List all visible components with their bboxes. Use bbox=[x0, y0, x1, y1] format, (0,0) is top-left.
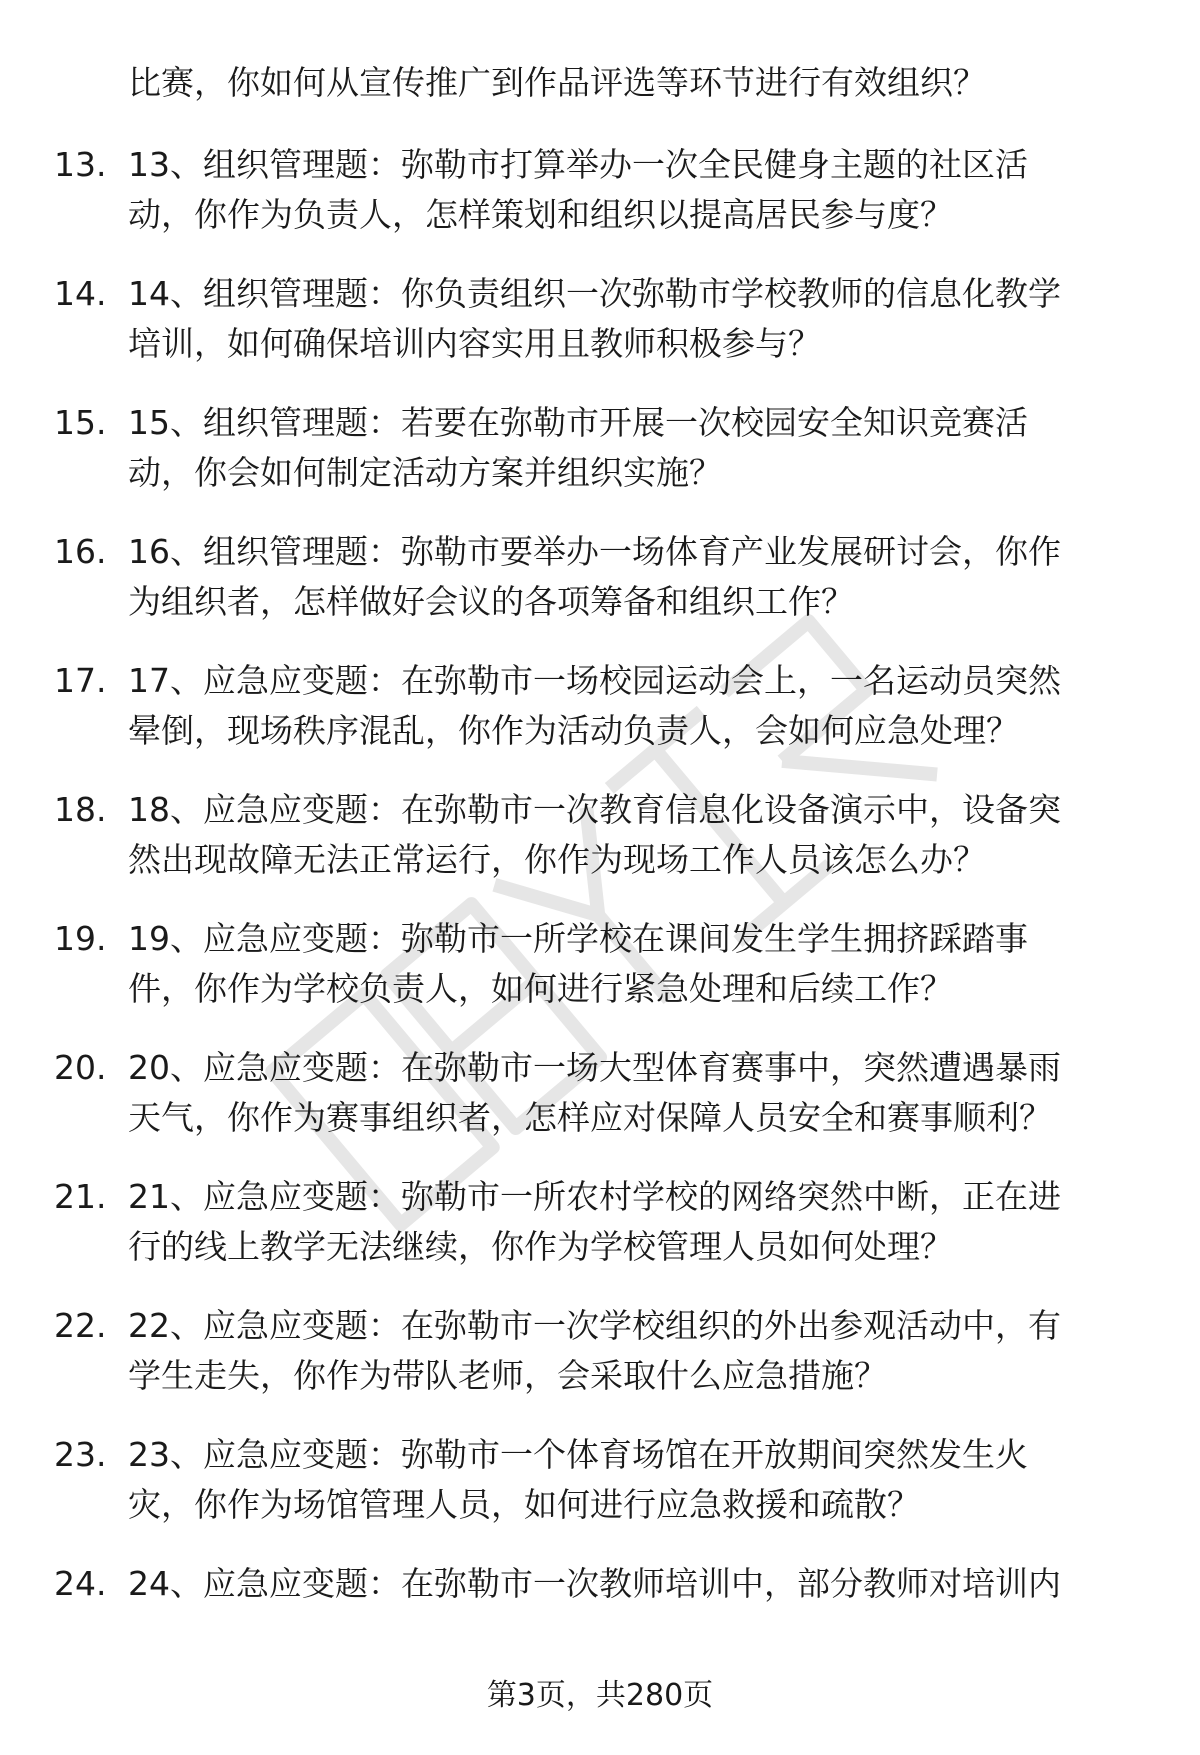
question-text bbox=[128, 1301, 1148, 1401]
question-number: 22. bbox=[54, 1306, 107, 1345]
question-item bbox=[0, 398, 1200, 527]
question-text bbox=[128, 914, 1148, 1014]
question-number: 18. bbox=[54, 790, 107, 829]
question-item bbox=[0, 1430, 1200, 1559]
question-item bbox=[0, 140, 1200, 269]
question-text bbox=[128, 269, 1148, 369]
question-text bbox=[128, 1430, 1148, 1530]
question-text-line: 15、组织管理题：若要在弥勒市开展一次校园安全知识竞赛活 bbox=[128, 403, 1028, 442]
question-text-line: 18、应急应变题：在弥勒市一次教育信息化设备演示中，设备突 bbox=[128, 790, 1061, 829]
question-text-line: 培训，如何确保培训内容实用且教师积极参与？ bbox=[128, 324, 821, 363]
page-footer: 第3页，共280页 bbox=[486, 1678, 714, 1713]
question-item bbox=[0, 914, 1200, 1043]
question-text-line: 动，你会如何制定活动方案并组织实施？ bbox=[128, 453, 722, 492]
question-text-line: 学生走失，你作为带队老师，会采取什么应急措施？ bbox=[128, 1356, 887, 1395]
question-number: 13. bbox=[54, 145, 107, 184]
question-text-line: 行的线上教学无法继续，你作为学校管理人员如何处理？ bbox=[128, 1227, 953, 1266]
question-text bbox=[128, 527, 1148, 627]
question-list bbox=[0, 140, 1200, 1688]
question-number: 23. bbox=[54, 1435, 107, 1474]
question-text bbox=[128, 398, 1148, 498]
question-text-line: 17、应急应变题：在弥勒市一场校园运动会上，一名运动员突然 bbox=[128, 661, 1061, 700]
question-number: 17. bbox=[54, 661, 107, 700]
question-item bbox=[0, 1172, 1200, 1301]
question-text-line: 24、应急应变题：在弥勒市一次教师培训中，部分教师对培训内 bbox=[128, 1564, 1061, 1603]
question-number: 24. bbox=[54, 1564, 107, 1603]
question-text-line: 然出现故障无法正常运行，你作为现场工作人员该怎么办？ bbox=[128, 840, 986, 879]
question-text bbox=[128, 1559, 1148, 1609]
question-number: 21. bbox=[54, 1177, 107, 1216]
question-text-line: 动，你作为负责人，怎样策划和组织以提高居民参与度？ bbox=[128, 195, 953, 234]
question-text-line: 天气，你作为赛事组织者，怎样应对保障人员安全和赛事顺利？ bbox=[128, 1098, 1052, 1137]
question-text bbox=[128, 785, 1148, 885]
question-number: 14. bbox=[54, 274, 107, 313]
question-item bbox=[0, 527, 1200, 656]
question-item bbox=[0, 656, 1200, 785]
question-item bbox=[0, 1301, 1200, 1430]
question-text bbox=[128, 1172, 1148, 1272]
question-text-line: 为组织者，怎样做好会议的各项筹备和组织工作？ bbox=[128, 582, 854, 621]
question-text-line: 灾，你作为场馆管理人员，如何进行应急救援和疏散？ bbox=[128, 1485, 920, 1524]
question-number: 15. bbox=[54, 403, 107, 442]
question-item bbox=[0, 269, 1200, 398]
question-number: 19. bbox=[54, 919, 107, 958]
question-text-line: 19、应急应变题：弥勒市一所学校在课间发生学生拥挤踩踏事 bbox=[128, 919, 1028, 958]
question-item bbox=[0, 1043, 1200, 1172]
question-text-line: 件，你作为学校负责人，如何进行紧急处理和后续工作？ bbox=[128, 969, 953, 1008]
question-item bbox=[0, 1559, 1200, 1688]
question-number: 20. bbox=[54, 1048, 107, 1087]
question-item bbox=[0, 785, 1200, 914]
question-text-line: 23、应急应变题：弥勒市一个体育场馆在开放期间突然发生火 bbox=[128, 1435, 1028, 1474]
question-text-line: 14、组织管理题：你负责组织一次弥勒市学校教师的信息化教学 bbox=[128, 274, 1061, 313]
intro-text-line: 比赛，你如何从宣传推广到作品评选等环节进行有效组织？ bbox=[128, 63, 986, 102]
question-text-line: 13、组织管理题：弥勒市打算举办一次全民健身主题的社区活 bbox=[128, 145, 1028, 184]
question-text bbox=[128, 140, 1148, 240]
question-text-line: 22、应急应变题：在弥勒市一次学校组织的外出参观活动中，有 bbox=[128, 1306, 1061, 1345]
question-number: 16. bbox=[54, 532, 107, 571]
question-text bbox=[128, 656, 1148, 756]
question-text-line: 21、应急应变题：弥勒市一所农村学校的网络突然中断，正在进 bbox=[128, 1177, 1061, 1216]
question-text-line: 20、应急应变题：在弥勒市一场大型体育赛事中，突然遭遇暴雨 bbox=[128, 1048, 1061, 1087]
question-text-line: 晕倒，现场秩序混乱，你作为活动负责人，会如何应急处理？ bbox=[128, 711, 1019, 750]
question-text bbox=[128, 1043, 1148, 1143]
question-text-line: 16、组织管理题：弥勒市要举办一场体育产业发展研讨会，你作 bbox=[128, 532, 1061, 571]
